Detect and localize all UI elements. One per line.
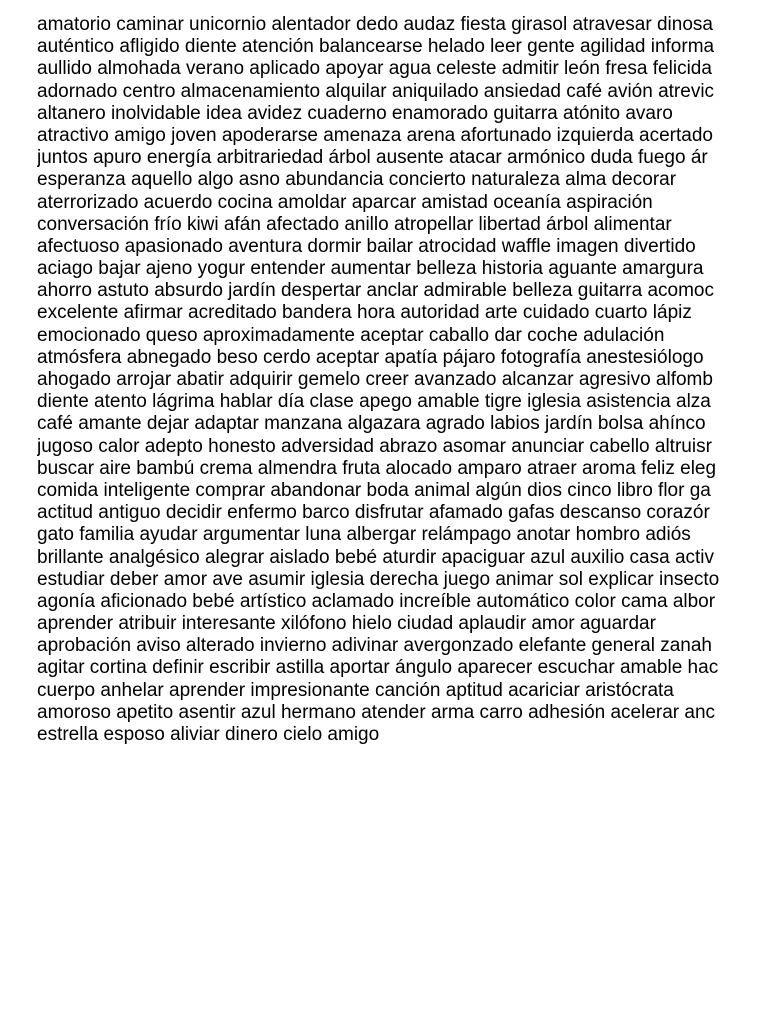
text-line: comida inteligente comprar abandonar boda animal algún dios cinco libro flor ga (37, 479, 711, 501)
text-line: afectuoso apasionado aventura dormir bailar atrocidad waffle imagen divertido (37, 235, 696, 257)
text-line: ahogado arrojar abatir adquirir gemelo creer avanzado alcanzar agresivo alfomb (37, 369, 713, 390)
text-line: actitud antiguo decidir enfermo barco disfrutar afamado gafas descanso corazór (37, 502, 710, 524)
text-line: agonía aficionado bebé artístico aclamado increíble automático color cama albor (37, 590, 716, 612)
text-line: cuerpo anhelar aprender impresionante canción aptitud acariciar aristócrata (37, 679, 674, 701)
text-line: auténtico afligido diente atención balancearse helado leer gente agilidad informa (37, 36, 715, 58)
text-line: excelente afirmar acreditado bandera hora autoridad arte cuidado cuarto lápiz (37, 302, 692, 324)
text-line: diente atento lágrima hablar día clase apego amable tigre iglesia asistencia alza (37, 391, 711, 413)
text-line: café amante dejar adaptar manzana algazara agrado labios jardín bolsa ahínco (37, 413, 706, 435)
text-line: aullido almohada verano aplicado apoyar agua celeste admitir león fresa felicida (37, 58, 712, 80)
text-line: adornado centro almacenamiento alquilar aniquilado ansiedad café avión atrevic (37, 80, 715, 102)
text-line: aciago bajar ajeno yogur entender aumentar belleza historia aguante amargura (37, 258, 704, 280)
text-line: aprobación aviso alterado invierno adivinar avergonzado elefante general zanah (37, 635, 712, 657)
word-list-text-block (37, 14, 768, 746)
text-line: amoroso apetito asentir azul hermano atender arma carro adhesión acelerar anc (37, 701, 716, 723)
text-line: gato familia ayudar argumentar luna albergar relámpago anotar hombro adiós (37, 524, 691, 546)
text-line: esperanza aquello algo asno abundancia concierto naturaleza alma decorar (37, 169, 677, 191)
text-line: juntos apuro energía arbitrariedad árbol ausente atacar armónico duda fuego ár (37, 147, 708, 169)
text-line: jugoso calor adepto honesto adversidad abrazo asomar anunciar cabello altruisr (37, 435, 712, 457)
text-line: atractivo amigo joven apoderarse amenaza arena afortunado izquierda acertado (37, 124, 713, 146)
text-line: aprender atribuir interesante xilófono hielo ciudad aplaudir amor aguardar (37, 613, 656, 635)
text-line: amatorio caminar unicornio alentador dedo audaz fiesta girasol atravesar dinosa (37, 14, 713, 35)
text-line: estudiar deber amor ave asumir iglesia derecha juego animar sol explicar insecto (37, 568, 720, 590)
text-line: aterrorizado acuerdo cocina amoldar aparcar amistad oceanía aspiración (37, 191, 653, 213)
text-line: agitar cortina definir escribir astilla aportar ángulo aparecer escuchar amable hac (37, 657, 719, 679)
text-line: emocionado queso aproximadamente aceptar caballo dar coche adulación (37, 324, 665, 346)
text-line: brillante analgésico alegrar aislado bebé aturdir apaciguar azul auxilio casa activ (37, 546, 715, 568)
text-line: estrella esposo aliviar dinero cielo amigo (37, 724, 380, 745)
text-line: buscar aire bambú crema almendra fruta alocado amparo atraer aroma feliz eleg (37, 457, 717, 479)
text-line: ahorro astuto absurdo jardín despertar anclar admirable belleza guitarra acomoc (37, 280, 714, 302)
text-line: conversación frío kiwi afán afectado anillo atropellar libertad árbol alimentar (37, 213, 672, 235)
text-line: atmósfera abnegado beso cerdo aceptar apatía pájaro fotografía anestesiólogo (37, 346, 704, 368)
text-line: altanero inolvidable idea avidez cuaderno enamorado guitarra atónito avaro (37, 102, 673, 124)
